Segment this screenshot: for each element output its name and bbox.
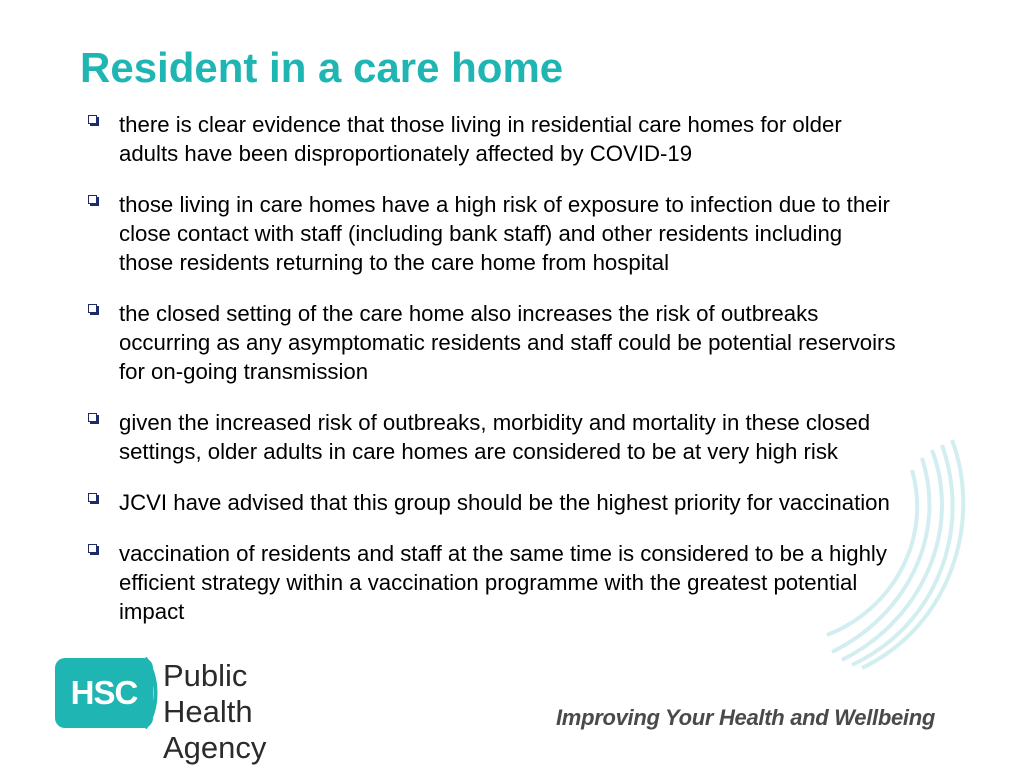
hsc-logo-badge [55,658,153,728]
footer-tagline: Improving Your Health and Wellbeing [556,705,936,730]
bullet-line: there is clear evidence that those living in residential care homes for older [119,112,842,137]
bullet-line: vaccination of residents and staff at the same time is considered to be a highly [119,541,887,566]
bullet-line: those residents returning to the care home from hospital [119,250,670,275]
bullet-line: JCVI have advised that this group should be the highest priority for vaccination [119,490,890,515]
bullet-item [86,299,986,386]
slide-title: Resident in a care home [80,44,564,91]
bullet-item [86,539,986,626]
logo-line-public-health: Public Health [163,658,253,729]
logo-line-agency: Agency [163,730,267,765]
square-bullet-icon [88,493,97,502]
bullet-line: impact [119,599,185,624]
logo-wordmark [163,658,266,766]
bullet-line: efficient strategy within a vaccination programme with the greatest potential [119,570,858,595]
bullet-item [86,110,986,168]
bullet-line: given the increased risk of outbreaks, morbidity and mortality in these closed [119,410,871,435]
hsc-logo-text: HSC [70,674,138,711]
bullet-item [86,190,986,277]
bullet-item [86,408,986,466]
hsc-logo [55,658,267,765]
bullet-line: close contact with staff (including bank staff) and other residents including [119,221,843,246]
bullet-line: settings, older adults in care homes are considered to be at very high risk [119,439,839,464]
square-bullet-icon [88,304,97,313]
square-bullet-icon [88,544,97,553]
bullet-line: those living in care homes have a high risk of exposure to infection due to their [119,192,890,217]
bullet-line: occurring as any asymptomatic residents and staff could be potential reservoirs [119,330,896,355]
bullet-list [86,110,986,648]
square-bullet-icon [88,413,97,422]
bullet-line: adults have been disproportionately affected by COVID-19 [119,141,693,166]
bullet-line: for on-going transmission [119,359,369,384]
bullet-line: the closed setting of the care home also increases the risk of outbreaks [119,301,819,326]
bullet-item [86,488,986,517]
square-bullet-icon [88,115,97,124]
logo-arc-icon [143,656,159,730]
square-bullet-icon [88,195,97,204]
